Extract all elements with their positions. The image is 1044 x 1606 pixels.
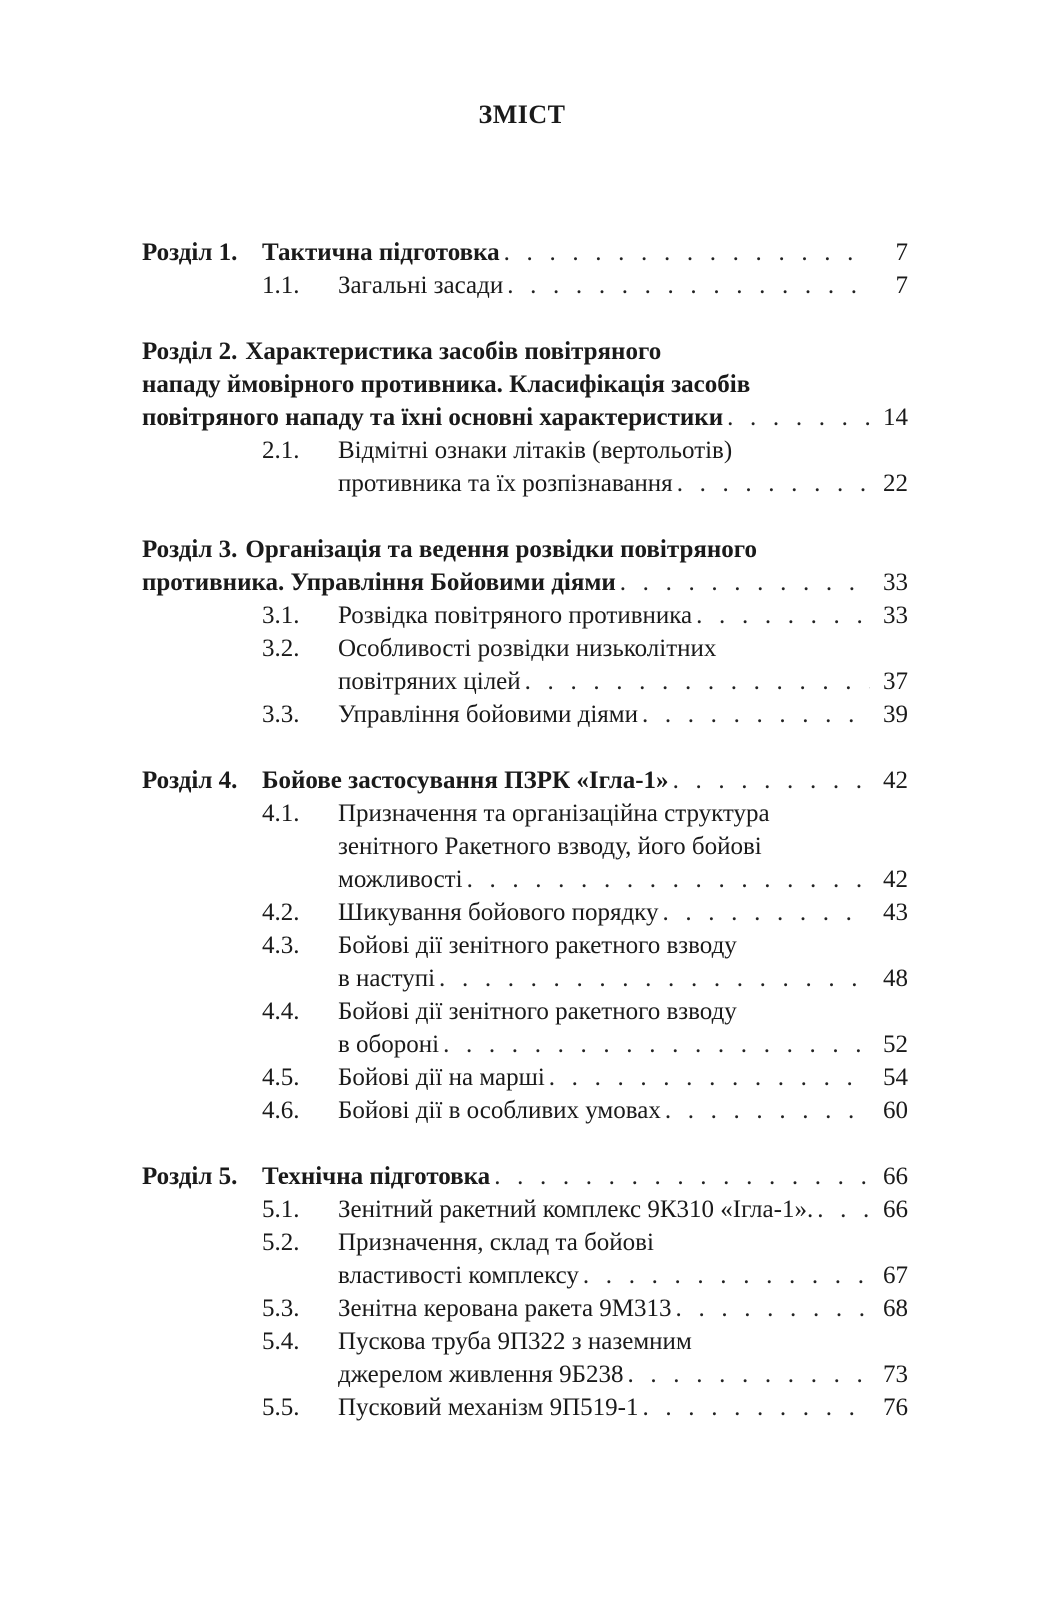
page-number: 22	[883, 470, 908, 497]
section-title: противника. Управління Бойовими діями	[142, 569, 616, 596]
subsection-title: Розвідка повітряного противника	[338, 602, 693, 629]
subsection-number: 5.2.	[262, 1229, 300, 1256]
section-heading-line[interactable]	[142, 566, 908, 599]
subsection-line[interactable]	[142, 269, 908, 302]
subsection-number: 4.2.	[262, 899, 300, 926]
subsection-title: Бойові дії на марші	[338, 1064, 545, 1091]
section-title: Тактична підготовка	[262, 239, 500, 266]
section-heading-line[interactable]	[142, 401, 908, 434]
subsection-line[interactable]	[142, 1325, 908, 1358]
subsection-title: Загальні засади	[338, 272, 504, 299]
subsection-title: Зенітний ракетний комплекс 9К310 «Ігла-1».	[338, 1196, 814, 1223]
page-number: 7	[895, 272, 908, 299]
subsection-number: 4.3.	[262, 932, 300, 959]
section-label: Розділ 3.	[142, 536, 238, 563]
subsection-number: 5.1.	[262, 1196, 300, 1223]
dot-leader	[692, 599, 870, 632]
section-label: Розділ 5.	[142, 1163, 238, 1190]
subsection-title: Управління бойовими діями	[338, 701, 638, 728]
dot-leader	[435, 962, 870, 995]
subsection-title: в наступі	[338, 965, 436, 992]
subsection-line[interactable]	[142, 599, 908, 632]
subsection-line[interactable]	[142, 434, 908, 467]
subsection-number: 5.3.	[262, 1295, 300, 1322]
subsection-number: 4.4.	[262, 998, 300, 1025]
section-heading-line[interactable]	[142, 764, 908, 797]
toc-section	[142, 764, 908, 1127]
dot-leader	[579, 1259, 870, 1292]
page-number: 52	[883, 1031, 908, 1058]
section-title: Технічна підготовка	[262, 1163, 491, 1190]
subsection-line[interactable]	[142, 962, 908, 995]
subsection-line[interactable]	[142, 1094, 908, 1127]
page-number: 42	[883, 866, 908, 893]
dot-leader	[813, 1193, 870, 1226]
subsection-number: 3.1.	[262, 602, 300, 629]
page-number: 33	[883, 569, 908, 596]
section-title: Характеристика засобів повітряного	[245, 338, 662, 365]
dot-leader	[624, 1358, 871, 1391]
dot-leader	[616, 566, 870, 599]
dot-leader	[723, 401, 870, 434]
dot-leader	[638, 698, 870, 731]
subsection-line[interactable]	[142, 1391, 908, 1424]
subsection-number: 4.5.	[262, 1064, 300, 1091]
page-number: 68	[883, 1295, 908, 1322]
dot-leader	[521, 665, 870, 698]
section-heading-line[interactable]	[142, 368, 908, 401]
dot-leader	[500, 236, 870, 269]
subsection-title: Бойові дії в особливих умовах	[338, 1097, 661, 1124]
subsection-title: Відмітні ознаки літаків (вертольотів)	[338, 437, 733, 464]
page-number: 76	[883, 1394, 908, 1421]
page-number: 48	[883, 965, 908, 992]
subsection-number: 5.4.	[262, 1328, 300, 1355]
section-heading-line[interactable]	[142, 236, 908, 269]
page-number: 67	[883, 1262, 908, 1289]
dot-leader	[658, 896, 870, 929]
dot-leader	[669, 764, 870, 797]
section-heading-line[interactable]	[142, 1160, 908, 1193]
page-title: ЗМІСТ	[478, 100, 566, 129]
subsection-line[interactable]	[142, 665, 908, 698]
subsection-title: Зенітна керована ракета 9М313	[338, 1295, 672, 1322]
dot-leader	[672, 1292, 870, 1325]
dot-leader	[463, 863, 870, 896]
table-of-contents	[142, 236, 908, 1457]
section-title: нападу ймовірного противника. Класифікація засобів	[142, 371, 751, 398]
section-label: Розділ 2.	[142, 338, 238, 365]
dot-leader	[490, 1160, 870, 1193]
section-title: Організація та ведення розвідки повітряного	[245, 536, 758, 563]
dot-leader	[661, 1094, 870, 1127]
subsection-number: 3.3.	[262, 701, 300, 728]
subsection-line[interactable]	[142, 995, 908, 1028]
subsection-title: Пускова труба 9П322 з наземним	[338, 1328, 692, 1355]
subsection-line[interactable]	[142, 698, 908, 731]
section-title: повітряного нападу та їхні основні характеристики	[142, 404, 724, 431]
subsection-number: 5.5.	[262, 1394, 300, 1421]
subsection-line[interactable]	[142, 797, 908, 830]
subsection-number: 2.1.	[262, 437, 300, 464]
subsection-line[interactable]	[142, 1358, 908, 1391]
subsection-line[interactable]	[142, 1259, 908, 1292]
subsection-line[interactable]	[142, 1226, 908, 1259]
toc-section	[142, 335, 908, 500]
subsection-title: джерелом живлення 9Б238	[338, 1361, 624, 1388]
subsection-title: можливості	[338, 866, 463, 893]
dot-leader	[673, 467, 870, 500]
section-heading-line[interactable]	[142, 533, 908, 566]
page-number: 66	[883, 1163, 908, 1190]
subsection-title: Бойові дії зенітного ракетного взводу	[338, 932, 737, 959]
section-label: Розділ 1.	[142, 239, 238, 266]
subsection-title: в обороні	[338, 1031, 440, 1058]
subsection-number: 4.1.	[262, 800, 300, 827]
subsection-line[interactable]	[142, 1193, 908, 1226]
dot-leader	[545, 1061, 870, 1094]
subsection-title: Особливості розвідки низьколітних	[338, 635, 717, 662]
subsection-line[interactable]	[142, 467, 908, 500]
subsection-line[interactable]	[142, 1061, 908, 1094]
subsection-line[interactable]	[142, 632, 908, 665]
dot-leader	[439, 1028, 870, 1061]
subsection-title: властивості комплексу	[338, 1262, 579, 1289]
subsection-title: Бойові дії зенітного ракетного взводу	[338, 998, 737, 1025]
page-number: 37	[883, 668, 908, 695]
dot-leader	[639, 1391, 871, 1424]
subsection-number: 4.6.	[262, 1097, 300, 1124]
subsection-line[interactable]	[142, 929, 908, 962]
section-title: Бойове застосування ПЗРК «Ігла-1»	[262, 767, 669, 794]
subsection-number: 3.2.	[262, 635, 300, 662]
subsection-title: Пусковий механізм 9П519-1	[338, 1394, 639, 1421]
page-number: 33	[883, 602, 908, 629]
subsection-line[interactable]	[142, 1292, 908, 1325]
toc-section	[142, 236, 908, 302]
subsection-line[interactable]	[142, 896, 908, 929]
subsection-line[interactable]	[142, 1028, 908, 1061]
subsection-title: противника та їх розпізнавання	[338, 470, 673, 497]
subsection-title: Призначення та організаційна структура	[338, 800, 770, 827]
subsection-title: повітряних цілей	[338, 668, 521, 695]
dot-leader	[503, 269, 870, 302]
subsection-title: Шикування бойового порядку	[338, 899, 659, 926]
page-number: 43	[883, 899, 908, 926]
toc-section	[142, 533, 908, 731]
page-number: 42	[883, 767, 908, 794]
section-heading-line[interactable]	[142, 335, 908, 368]
page-number: 54	[883, 1064, 908, 1091]
page-number: 39	[883, 701, 908, 728]
page-number: 66	[883, 1196, 908, 1223]
page-number: 14	[883, 404, 908, 431]
section-label: Розділ 4.	[142, 767, 238, 794]
subsection-number: 1.1.	[262, 272, 300, 299]
subsection-line[interactable]	[142, 830, 908, 863]
subsection-line[interactable]	[142, 863, 908, 896]
page-number: 60	[883, 1097, 908, 1124]
page-number: 7	[895, 239, 908, 266]
subsection-title: Призначення, склад та бойові	[338, 1229, 654, 1256]
page-number: 73	[883, 1361, 908, 1388]
subsection-title: зенітного Ракетного взводу, його бойові	[338, 833, 762, 860]
toc-section	[142, 1160, 908, 1424]
